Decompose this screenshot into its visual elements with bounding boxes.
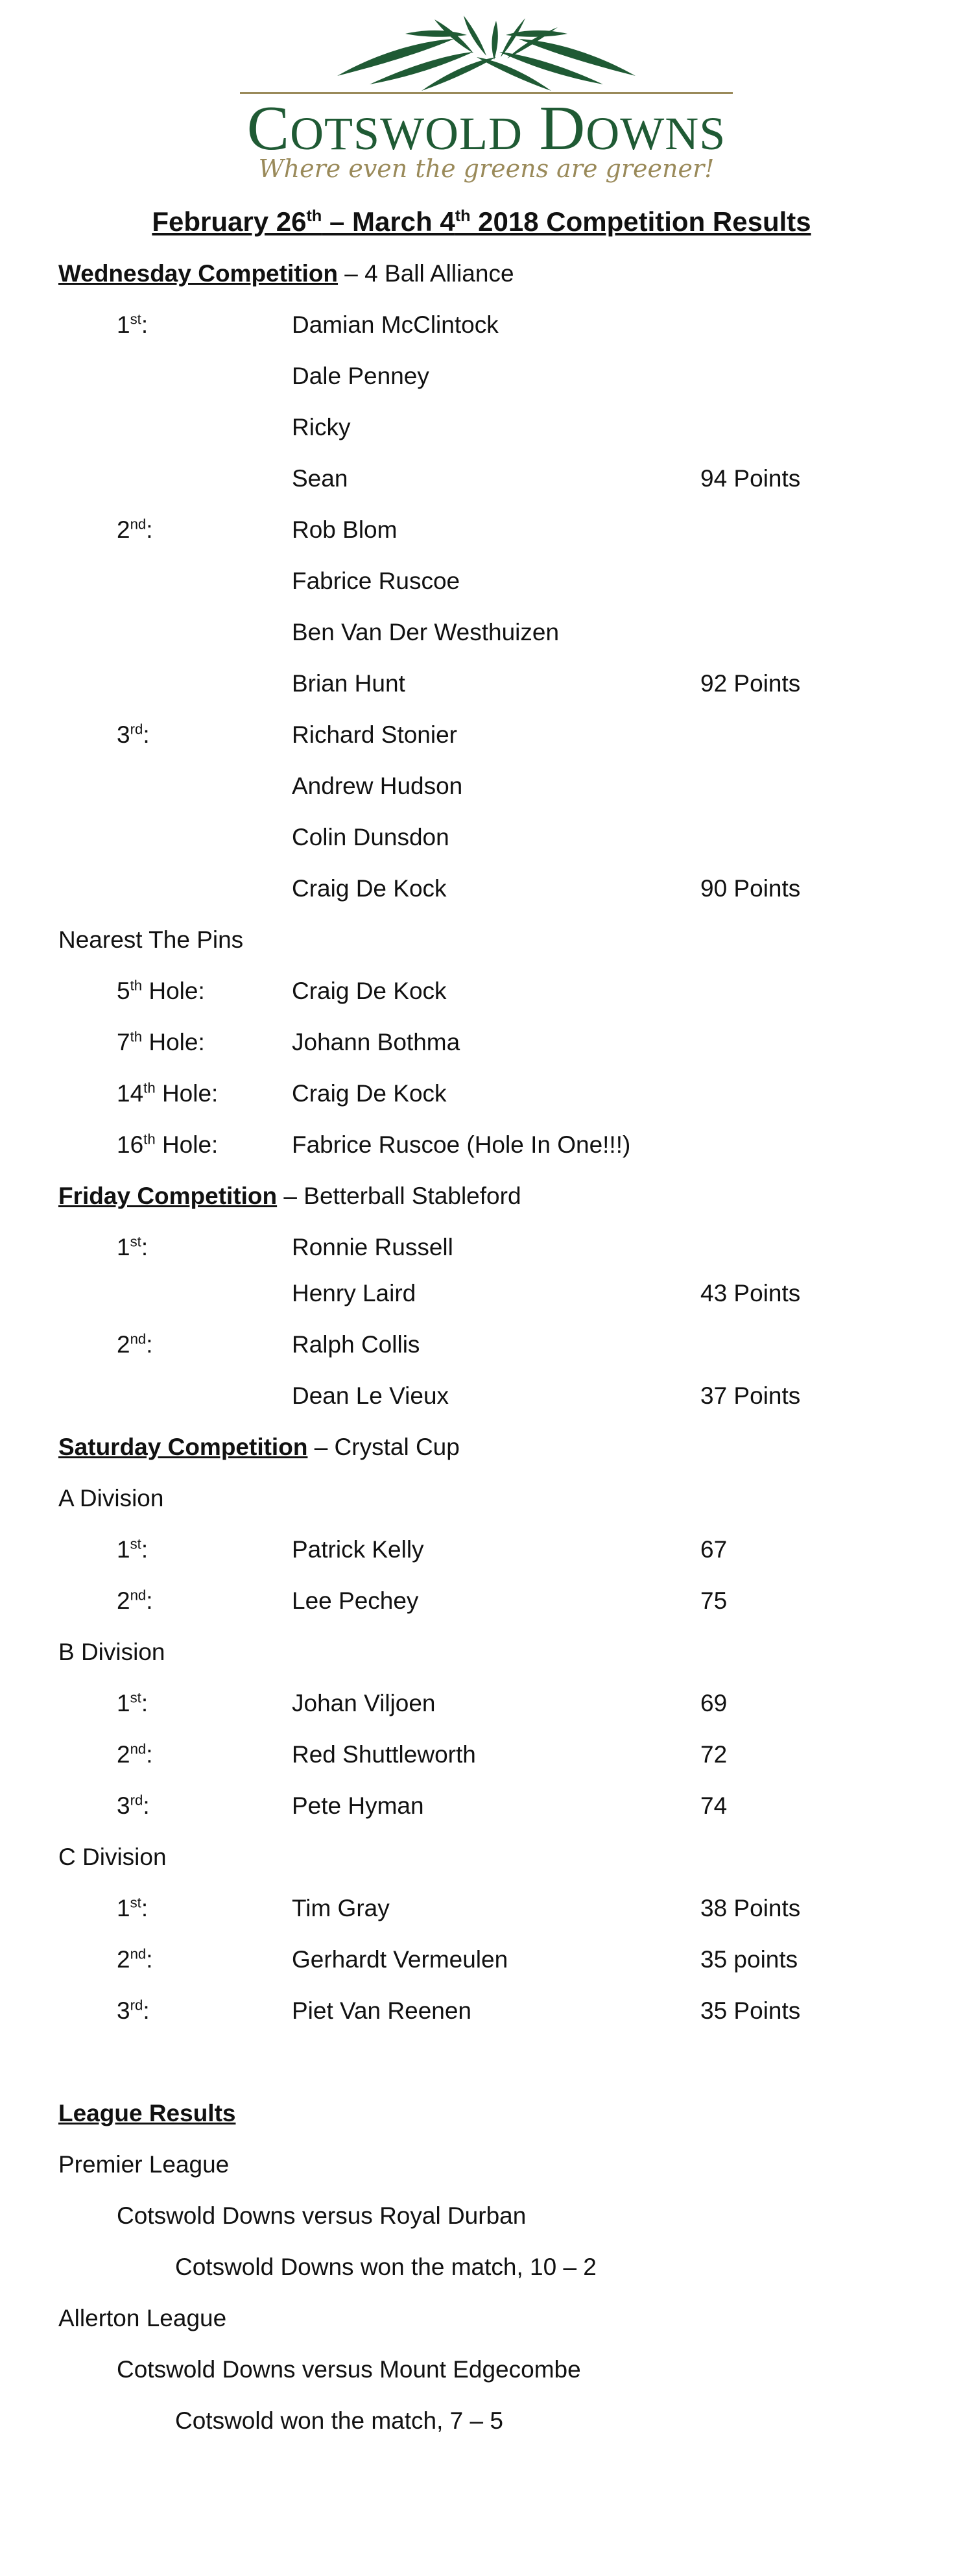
player-name: Pete Hyman	[292, 1792, 424, 1819]
score: 69	[700, 1690, 728, 1716]
score: 35 points	[700, 1946, 798, 1973]
place-label: 2nd:	[117, 516, 153, 543]
player-name: Tim Gray	[292, 1895, 390, 1921]
place-label: 3rd:	[117, 721, 150, 748]
player-name: Craig De Kock	[292, 1080, 447, 1107]
player-name: Rob Blom	[292, 516, 398, 543]
score: 67	[700, 1536, 728, 1563]
title-part: 2018 Competition Results	[470, 206, 811, 237]
player-name: Brian Hunt	[292, 670, 405, 697]
section-heading: Wednesday Competition	[58, 260, 339, 287]
league-name: Premier League	[58, 2151, 230, 2178]
division-heading: B Division	[58, 1639, 165, 1665]
player-name: Ben Van Der Westhuizen	[292, 619, 560, 645]
score: 43 Points	[700, 1280, 801, 1306]
hole-label: 14th Hole:	[117, 1079, 219, 1107]
league-match: Cotswold Downs versus Royal Durban	[117, 2202, 527, 2229]
page-title	[0, 206, 963, 237]
player-name: Henry Laird	[292, 1280, 416, 1306]
player-name: Colin Dunsdon	[292, 824, 449, 850]
section-heading: Friday Competition	[58, 1183, 278, 1209]
player-name: Dale Penney	[292, 363, 429, 389]
section-subtitle: – Crystal Cup	[307, 1434, 460, 1460]
player-name: Lee Pechey	[292, 1587, 419, 1614]
title-part: – March 4	[322, 206, 455, 237]
hole-label: 7th Hole:	[117, 1028, 205, 1055]
score: 38 Points	[700, 1895, 801, 1921]
place-label: 2nd:	[117, 1587, 153, 1614]
club-logo	[0, 0, 963, 195]
player-name: Craig De Kock	[292, 875, 447, 902]
player-name: Damian McClintock	[292, 311, 499, 338]
score: 37 Points	[700, 1382, 801, 1409]
club-name-initial: C	[246, 93, 291, 163]
score: 35 Points	[700, 1997, 801, 2024]
league-result: Cotswold won the match, 7 – 5	[175, 2407, 503, 2434]
player-name: Craig De Kock	[292, 978, 447, 1004]
division-heading: A Division	[58, 1485, 164, 1511]
score: 94 Points	[700, 465, 801, 492]
title-sup: th	[455, 207, 471, 225]
title-sup: th	[306, 207, 322, 225]
league-result: Cotswold Downs won the match, 10 – 2	[175, 2254, 597, 2280]
player-name: Sean	[292, 465, 348, 492]
wednesday-heading	[58, 258, 514, 290]
player-name: Fabrice Ruscoe	[292, 568, 460, 594]
section-heading: League Results	[58, 2100, 236, 2126]
place-label: 3rd:	[117, 1792, 150, 1819]
pins-heading: Nearest The Pins	[58, 926, 244, 953]
club-name-rest: OTSWOLD	[290, 108, 523, 160]
place-label: 1st:	[117, 311, 149, 338]
player-name: Fabrice Ruscoe (Hole In One!!!)	[292, 1131, 631, 1158]
score: 90 Points	[700, 875, 801, 902]
saturday-heading	[58, 1431, 460, 1463]
league-match: Cotswold Downs versus Mount Edgecombe	[117, 2356, 581, 2383]
player-name: Gerhardt Vermeulen	[292, 1946, 508, 1973]
division-heading: C Division	[58, 1844, 167, 1870]
section-heading: Saturday Competition	[58, 1434, 308, 1460]
place-label: 1st:	[117, 1535, 149, 1563]
player-name: Patrick Kelly	[292, 1536, 424, 1563]
league-heading	[58, 2097, 235, 2130]
place-label: 1st:	[117, 1233, 149, 1260]
club-name-initial-2: D	[539, 93, 586, 163]
section-subtitle: – 4 Ball Alliance	[338, 260, 514, 287]
score: 74	[700, 1792, 728, 1819]
player-name: Ronnie Russell	[292, 1234, 453, 1260]
player-name: Richard Stonier	[292, 721, 458, 748]
title-part: February 26	[152, 206, 307, 237]
hole-label: 5th Hole:	[117, 977, 205, 1004]
score: 72	[700, 1741, 728, 1768]
player-name: Andrew Hudson	[292, 773, 463, 799]
player-name: Johan Viljoen	[292, 1690, 436, 1716]
player-name: Piet Van Reenen	[292, 1997, 472, 2024]
palm-leaves-icon	[240, 14, 733, 99]
place-label: 3rd:	[117, 1997, 150, 2024]
place-label: 2nd:	[117, 1330, 153, 1358]
place-label: 2nd:	[117, 1945, 153, 1973]
player-name: Dean Le Vieux	[292, 1382, 449, 1409]
player-name: Ricky	[292, 414, 351, 440]
place-label: 1st:	[117, 1689, 149, 1716]
place-label: 2nd:	[117, 1740, 153, 1768]
friday-heading	[58, 1180, 521, 1212]
player-name: Red Shuttleworth	[292, 1741, 476, 1768]
league-name: Allerton League	[58, 2305, 227, 2331]
place-label: 1st:	[117, 1894, 149, 1921]
player-name: Johann Bothma	[292, 1029, 460, 1055]
score: 75	[700, 1587, 728, 1614]
hole-label: 16th Hole:	[117, 1131, 219, 1158]
club-name-rest-2: OWNS	[586, 108, 726, 160]
club-tagline: Where even the greens are greener!	[258, 154, 715, 183]
score: 92 Points	[700, 670, 801, 697]
section-subtitle: – Betterball Stableford	[277, 1183, 521, 1209]
player-name: Ralph Collis	[292, 1331, 420, 1358]
